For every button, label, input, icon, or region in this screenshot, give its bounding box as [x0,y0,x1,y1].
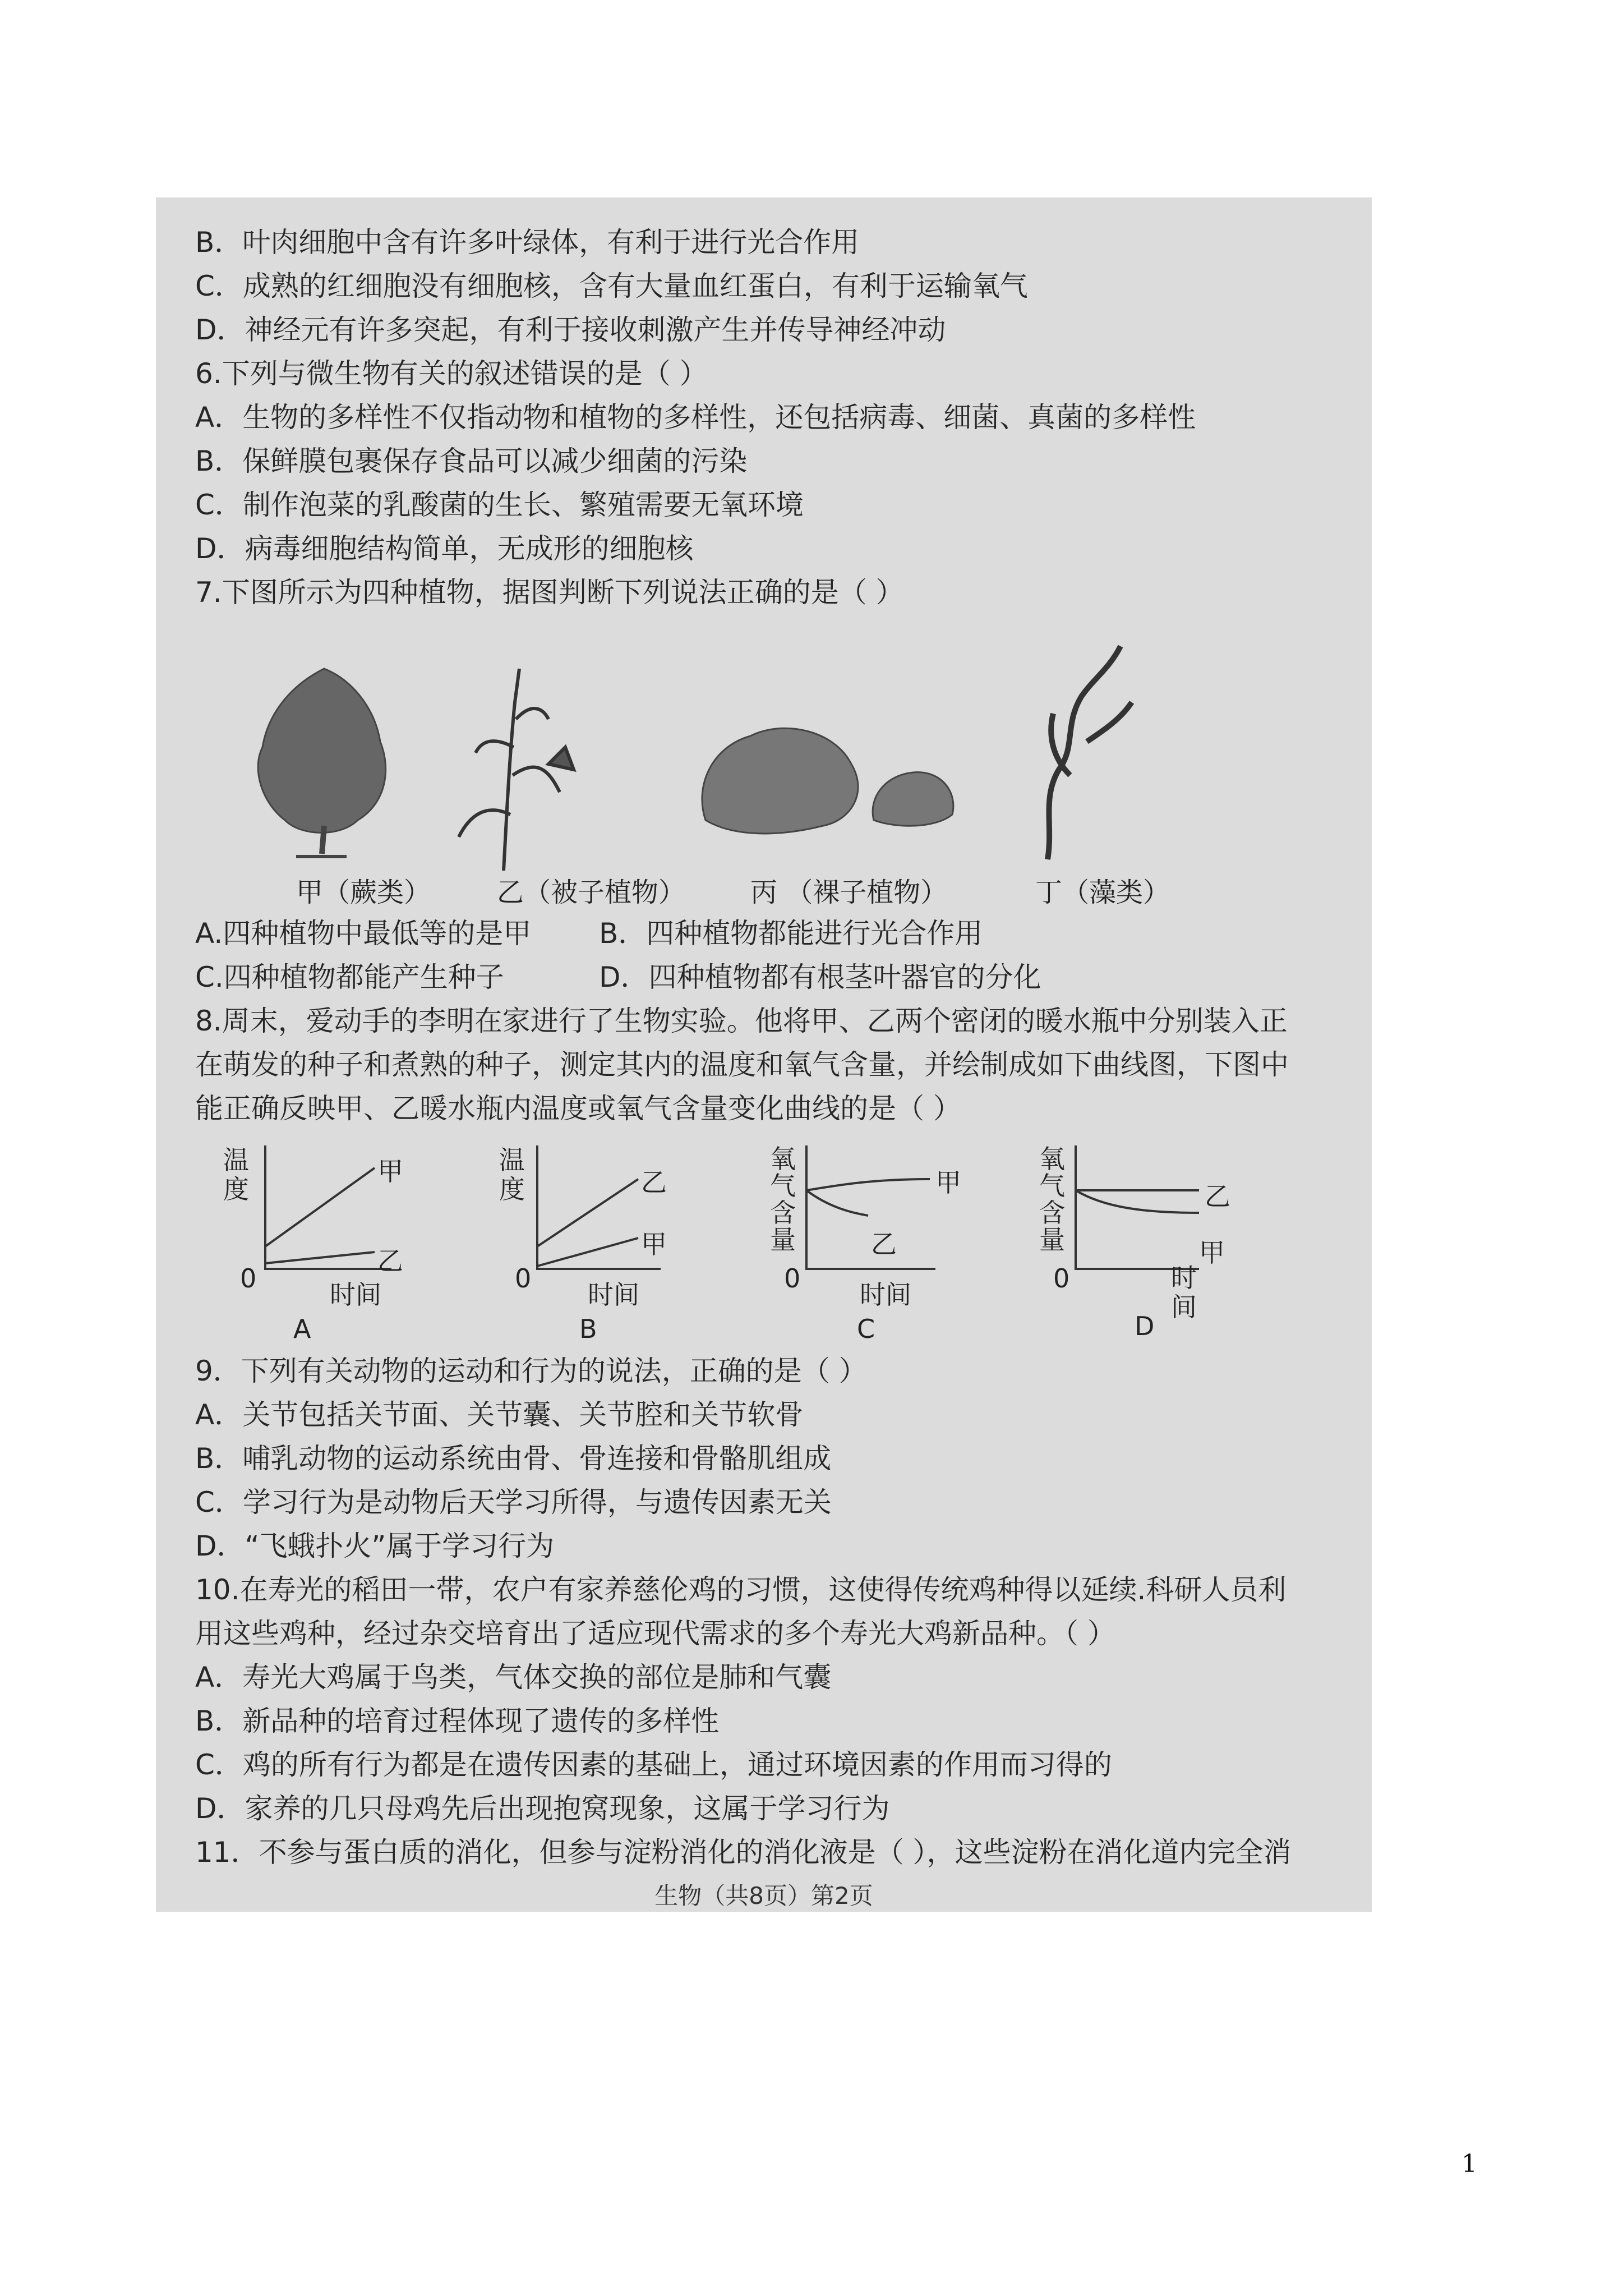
graph-d-letter: D [1135,1311,1155,1341]
graph-d-origin: 0 [1053,1263,1070,1294]
question-8-line-1: 8.周末，爱动手的李明在家进行了生物实验。他将甲、乙两个密闭的暖水瓶中分别装入正 [195,1005,1288,1037]
graph-c-upper-curve [806,1179,930,1190]
q7-option-d: D．四种植物都有根茎叶器官的分化 [599,961,1041,993]
graph-b-upper-label: 乙 [641,1167,667,1198]
graph-c-origin: 0 [784,1263,801,1294]
q9-option-b: B．哺乳动物的运动系统由骨、骨连接和骨骼肌组成 [195,1442,832,1475]
q7-option-b: B．四种植物都能进行光合作用 [599,917,983,950]
graph-a-lower-label: 乙 [377,1246,403,1276]
scanned-exam-page [156,197,1372,1912]
graph-a-origin: 0 [240,1263,257,1294]
q10-option-d: D．家养的几只母鸡先后出现抱窝现象，这属于学习行为 [195,1792,890,1825]
graph-b-lower-curve [537,1238,638,1266]
q6-option-c: C．制作泡菜的乳酸菌的生长、繁殖需要无氧环境 [195,489,804,521]
question-8-line-3: 能正确反映甲、乙暖水瓶内温度或氧气含量变化曲线的是（ ） [195,1092,961,1125]
plant-jia-illustration [258,669,386,857]
graph-b-lower-label: 甲 [641,1229,667,1259]
graph-d-lower-curve [1076,1190,1199,1213]
graph-a-upper-label: 甲 [377,1156,403,1186]
q9-option-c: C．学习行为是动物后天学习所得，与遗传因素无关 [195,1486,832,1519]
question-7-stem: 7.下图所示为四种植物，据图判断下列说法正确的是（ ） [195,576,904,609]
graph-b-upper-curve [537,1179,638,1246]
q5-option-c: C．成熟的红细胞没有细胞核，含有大量血红蛋白，有利于运输氧气 [195,270,1028,302]
graph-c-ylabel: 氧气含量 [770,1144,796,1255]
q6-option-d: D．病毒细胞结构简单，无成形的细胞核 [195,532,694,565]
graph-b-origin: 0 [515,1263,532,1294]
question-8-line-2: 在萌发的种子和煮熟的种子，测定其内的温度和氧气含量，并绘制成如下曲线图，下图中 [195,1048,1289,1081]
graph-c-upper-label: 甲 [935,1167,961,1198]
question-10-line-2: 用这些鸡种，经过杂交培育出了适应现代需求的多个寿光大鸡新品种。（ ） [195,1617,1115,1650]
graph-a-ylabel: 温度 [223,1145,249,1204]
graph-c-lower-curve [806,1190,868,1216]
graph-a-lower-curve [265,1252,375,1263]
graph-d-axes [1076,1145,1199,1269]
question-6-stem: 6.下列与微生物有关的叙述错误的是（ ） [195,357,708,390]
q7-option-c: C.四种植物都能产生种子 [195,961,504,993]
plant-ding-illustration [1048,646,1132,859]
graph-a-upper-curve [265,1168,375,1246]
plant-label-bing: 丙 （裸子植物） [750,877,948,908]
graph-a-axes [265,1145,391,1269]
q7-option-a: A.四种植物中最低等的是甲 [195,917,532,950]
graph-a-xlabel: 时间 [330,1280,381,1310]
q10-option-b: B．新品种的培育过程体现了遗传的多样性 [195,1705,720,1737]
plants-figure [156,635,1372,871]
q6-option-a: A．生物的多样性不仅指动物和植物的多样性，还包括病毒、细菌、真菌的多样性 [195,401,1196,434]
page-number: 1 [1461,2150,1477,2178]
graph-b-letter: B [579,1314,597,1344]
question-11-stem: 11．不参与蛋白质的消化，但参与淀粉消化的消化液是（ ），这些淀粉在消化道内完全消 [195,1836,1292,1869]
graph-b-ylabel: 温度 [499,1145,525,1204]
q10-option-a: A．寿光大鸡属于鸟类，气体交换的部位是肺和气囊 [195,1661,832,1694]
plant-bing-illustration [702,728,953,834]
graph-d-ylabel: 氧气含量 [1039,1144,1065,1255]
plant-label-yi: 乙（被子植物） [497,877,686,908]
q9-option-a: A．关节包括关节面、关节囊、关节腔和关节软骨 [195,1398,804,1431]
graph-d-lower-label: 甲 [1199,1237,1225,1268]
q5-option-d: D．神经元有许多突起，有利于接收刺激产生并传导神经冲动 [195,314,946,346]
plant-label-ding: 丁（藻类） [1035,877,1170,908]
graph-c-xlabel: 时间 [860,1280,911,1310]
question-10-line-1: 10.在寿光的稻田一带，农户有家养慈伦鸡的习惯，这使得传统鸡种得以延续.科研人员利 [195,1573,1287,1606]
q10-option-c: C．鸡的所有行为都是在遗传因素的基础上，通过环境因素的作用而习得的 [195,1749,1112,1781]
page-footer: 生物（共8页）第2页 [654,1882,873,1910]
graph-c-lower-label: 乙 [871,1229,897,1259]
graph-b-xlabel: 时间 [588,1280,639,1310]
plant-yi-illustration [459,669,574,871]
graph-d-xlabel: 时间 [1171,1263,1197,1322]
graph-c-letter: C [857,1314,875,1344]
graph-a-letter: A [293,1314,311,1344]
question-9-stem: 9．下列有关动物的运动和行为的说法，正确的是（ ） [195,1355,867,1387]
plant-label-jia: 甲（蕨类） [296,877,431,908]
q6-option-b: B．保鲜膜包裹保存食品可以减少细菌的污染 [195,445,748,477]
q9-option-d: D．“飞蛾扑火”属于学习行为 [195,1530,555,1562]
q5-option-b: B．叶肉细胞中含有许多叶绿体，有利于进行光合作用 [195,226,860,259]
graph-d-upper-label: 乙 [1205,1181,1230,1212]
